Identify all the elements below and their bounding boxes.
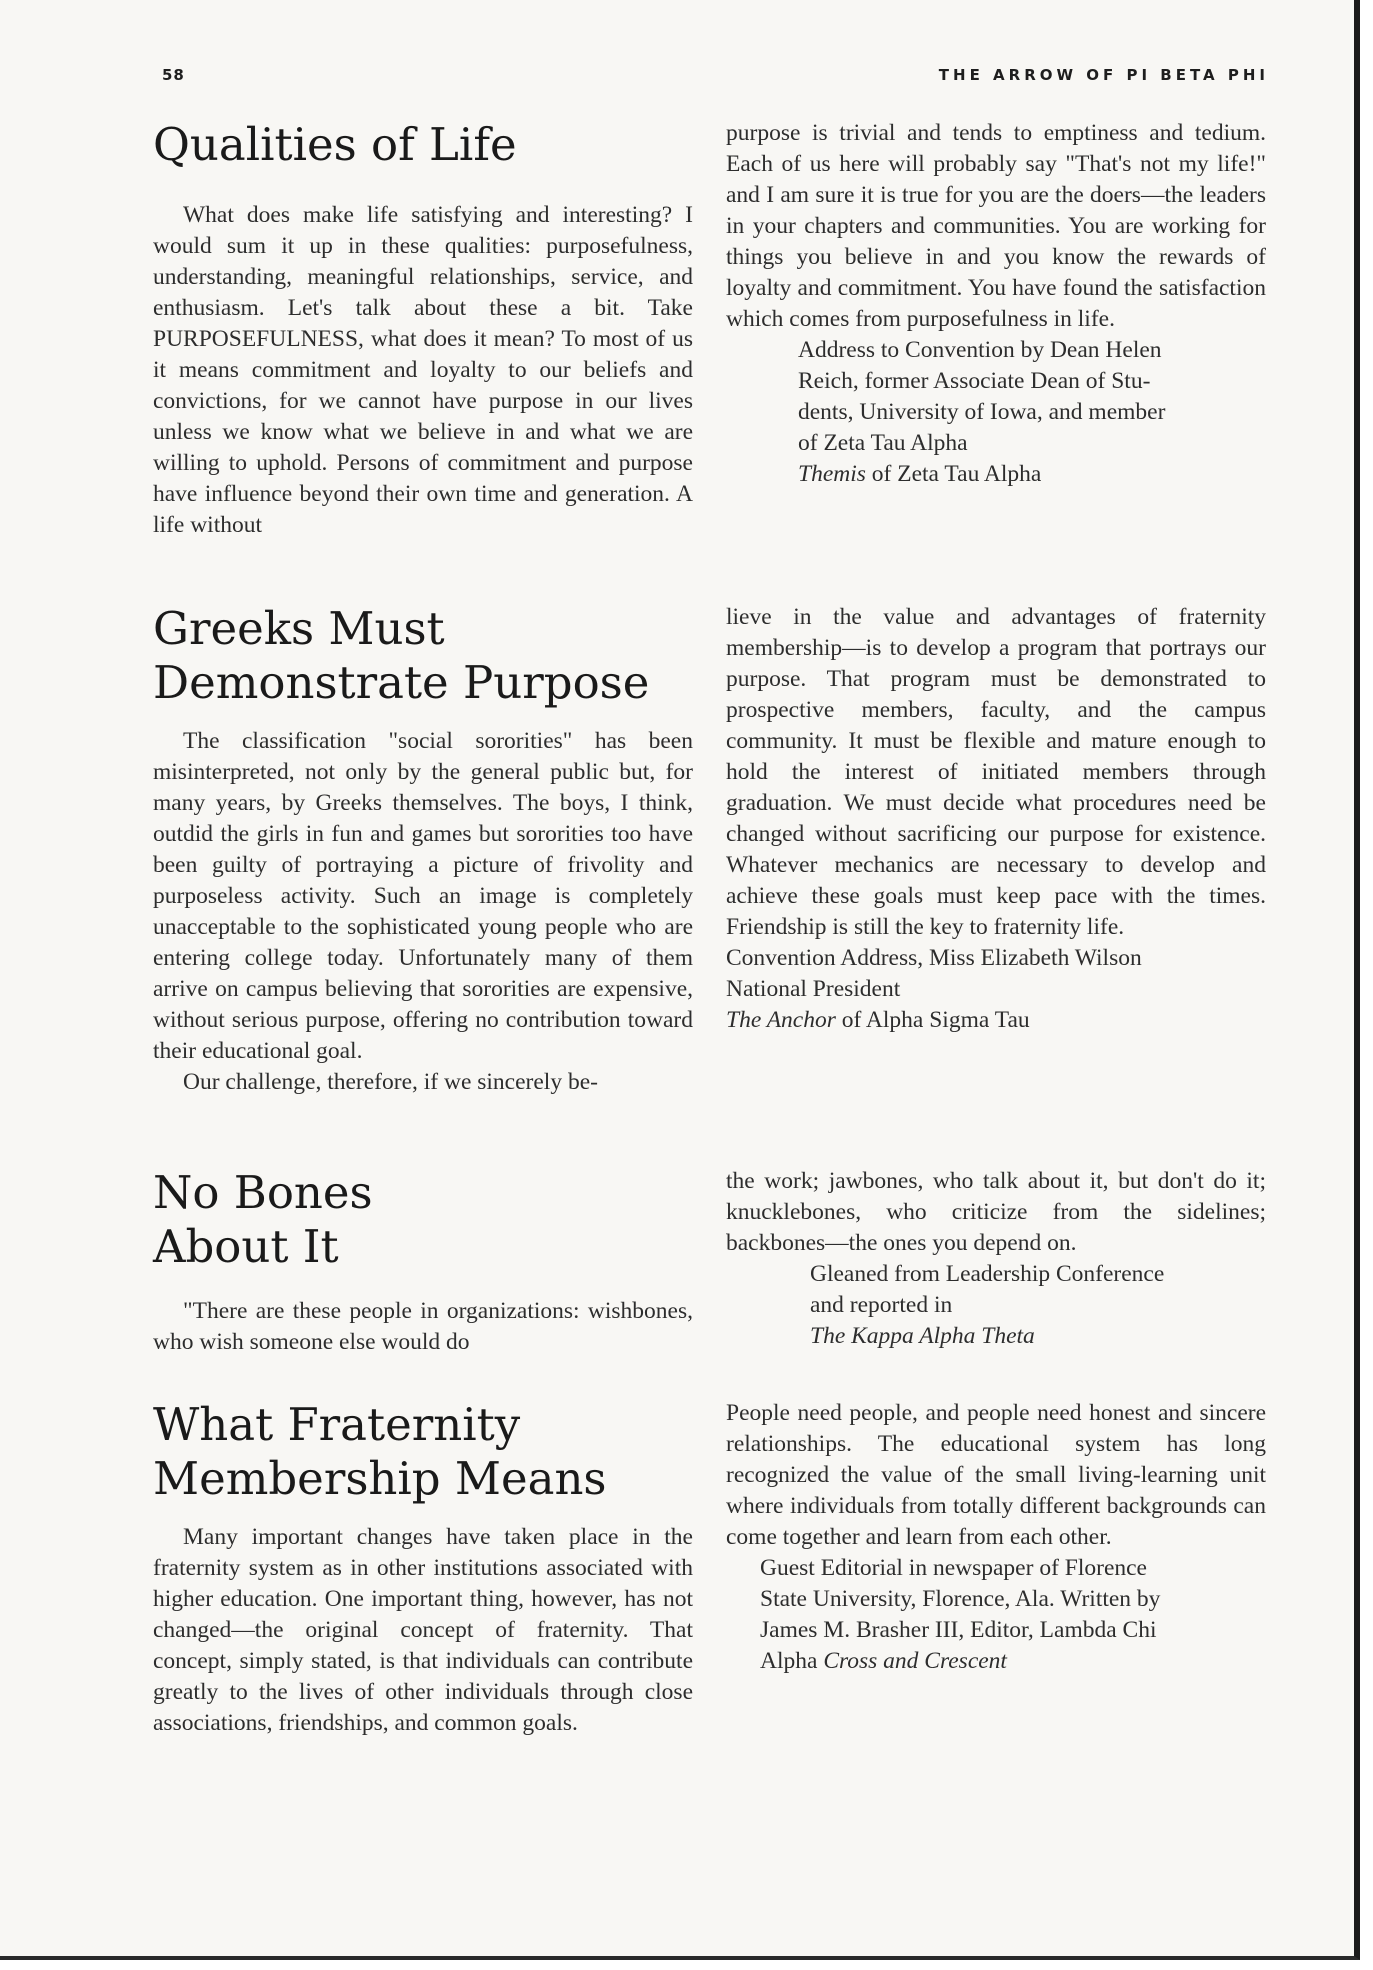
running-head: THE ARROW OF PI BETA PHI <box>938 66 1269 84</box>
article-body-right: People need people, and people need honest and sincere relationships. The educational system has long recognized the value of the small living-learning unit where individuals from totally different backgrounds can come together and learn from each other. <box>726 1400 1266 1550</box>
article-left-column <box>153 118 693 541</box>
article-source: Alpha Cross and Crescent <box>760 1648 1007 1674</box>
article-body-right: the work; jawbones, who talk about it, but don't do it; knucklebones, who criticize from the sidelines; backbones—the ones you depend on. <box>726 1168 1266 1256</box>
article-right-column <box>726 1166 1266 1352</box>
article-attribution: Convention Address, Miss Elizabeth Wilson National President The Anchor of Alpha Sigma Tau <box>726 943 1266 1036</box>
article-headline: Greeks Must Demonstrate Purpose <box>153 602 650 709</box>
article-right-column <box>726 602 1266 1036</box>
article-headline: Qualities of Life <box>153 118 517 171</box>
article-body-left-continued: Our challenge, therefore, if we sincerely be- <box>183 1069 598 1095</box>
article-left-column <box>153 1166 693 1358</box>
article-attribution: Guest Editorial in newspaper of Florence State University, Florence, Ala. Written by James M. Brasher III, Editor, Lambda Chi Alpha Cross and Crescent <box>760 1553 1266 1677</box>
article-headline: No Bones About It <box>153 1166 373 1273</box>
article-left-column <box>153 602 693 1098</box>
article-attribution: Address to Convention by Dean Helen Reich, former Associate Dean of Stu- dents, University of Iowa, and member of Zeta Tau Alpha Themis of Zeta Tau Alpha <box>798 335 1266 490</box>
article-right-column <box>726 118 1266 490</box>
article-headline: What Fraternity Membership Means <box>153 1398 607 1505</box>
article-source: Themis of Zeta Tau Alpha <box>798 461 1042 487</box>
article-source: The Anchor of Alpha Sigma Tau <box>726 1007 1030 1033</box>
page-number: 58 <box>162 66 185 84</box>
article-left-column <box>153 1398 693 1739</box>
article-body-left: "There are these people in organizations: wishbones, who wish someone else would do <box>153 1298 693 1355</box>
article-body-left: Many important changes have taken place in the fraternity system as in other institutions associated with higher education. One important thing, however, has not changed—the original concept of fraternity. That concept, simply stated, is that individuals can contribute greatly to the lives of other individuals through close associations, friendships, and common goals. <box>153 1524 693 1736</box>
article-attribution: Gleaned from Leadership Conference and reported in The Kappa Alpha Theta <box>810 1259 1266 1352</box>
article-source: The Kappa Alpha Theta <box>810 1323 1035 1349</box>
article-body-right: lieve in the value and advantages of fraternity membership—is to develop a program that portrays our purpose. That program must be demonstrated to prospective members, faculty, and the campus community. It must be flexible and mature enough to hold the interest of initiated members through graduation. We must decide what procedures need be changed without sacrificing our purpose for existence. Whatever mechanics are necessary to develop and achieve these goals must keep pace with the times. Friendship is still the key to fraternity life. <box>726 604 1266 940</box>
article-body-right: purpose is trivial and tends to emptiness and tedium. Each of us here will probably say "That's not my life!" and I am sure it is true for you are the doers—the leaders in your chapters and communities. You are working for things you believe in and you know the rewards of loyalty and commitment. You have found the satisfaction which comes from purposefulness in life. <box>726 120 1266 332</box>
article-body-left: The classification "social sororities" has been misinterpreted, not only by the general public but, for many years, by Greeks themselves. The boys, I think, outdid the girls in fun and games but sororities too have been guilty of portraying a picture of frivolity and purposeless activity. Such an image is completely unacceptable to the sophisticated young people who are entering college today. Unfortunately many of them arrive on campus believing that sororities are expensive, without serious purpose, offering no contribution toward their educational goal. <box>153 728 693 1064</box>
article-right-column <box>726 1398 1266 1677</box>
article-body-left: What does make life satisfying and interesting? I would sum it up in these qualities: purposefulness, understanding, meaningful relationships, service, and enthusiasm. Let's talk about these a bit. Take PURPOSEFULNESS, what does it mean? To most of us it means commitment and loyalty to our beliefs and convictions, for we cannot have purpose in our lives unless we know what we believe in and what we are willing to uphold. Persons of commitment and purpose have influence beyond their own time and generation. A life without <box>153 202 693 538</box>
